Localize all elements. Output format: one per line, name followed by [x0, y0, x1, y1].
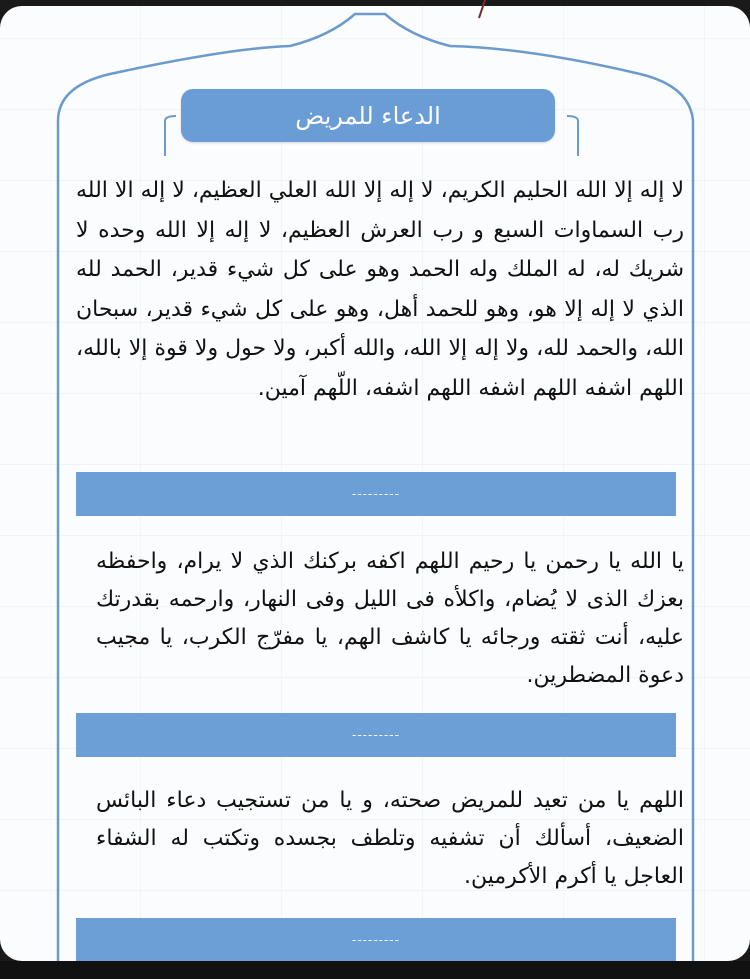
- separator-band-2: [76, 713, 676, 757]
- separator-band-3: [76, 918, 676, 961]
- separator-text: ---------: [352, 933, 400, 947]
- separator-text: ---------: [352, 487, 400, 501]
- prayer-paragraph-3: اللهم يا من تعيد للمريض صحته، و يا من تستجيب دعاء البائس الضعيف، أسألك أن تشفيه وتلطف بجسده وتكتب له الشفاء العاجل يا أكرم الأكرمين.: [96, 788, 684, 889]
- title-banner: [181, 89, 555, 142]
- page-title: الدعاء للمريض: [295, 101, 441, 130]
- bottom-edge: [0, 961, 750, 979]
- prayer-paragraph-1: لا إله إلا الله الحليم الكريم، لا إله إلا الله العلي العظيم، لا إله الا الله رب السماوات السبع و رب العرش العظيم، لا إله إلا الله وحده لا شريك له، له الملك وله الحمد وهو على كل شيء قدير، الحمد لله الذي لا إله إلا هو، وهو للحمد أهل، وهو على كل شيء قدير، سبحان الله، والحمد لله، ولا إله إلا الله، والله أكبر، ولا حول ولا قوة إلا بالله، اللهم اشفه اللهم اشفه اللهم اشفه، اللّهم آمين.: [76, 178, 684, 401]
- separator-band-1: [76, 472, 676, 516]
- decorative-stroke-icon: [477, 0, 487, 20]
- separator-text: ---------: [352, 728, 400, 742]
- prayer-paragraph-2: يا الله يا رحمن يا رحيم اللهم اكفه بركنك الذي لا يرام، واحفظه بعزك الذى لا يُضام، واكلأه فى الليل وفى النهار، وارحمه بقدرتك عليه، أنت ثقته ورجائه يا كاشف الهم، يا مفرّج الكرب، يا مجيب دعوة المضطرين.: [96, 549, 684, 688]
- prayer-card: [0, 6, 750, 961]
